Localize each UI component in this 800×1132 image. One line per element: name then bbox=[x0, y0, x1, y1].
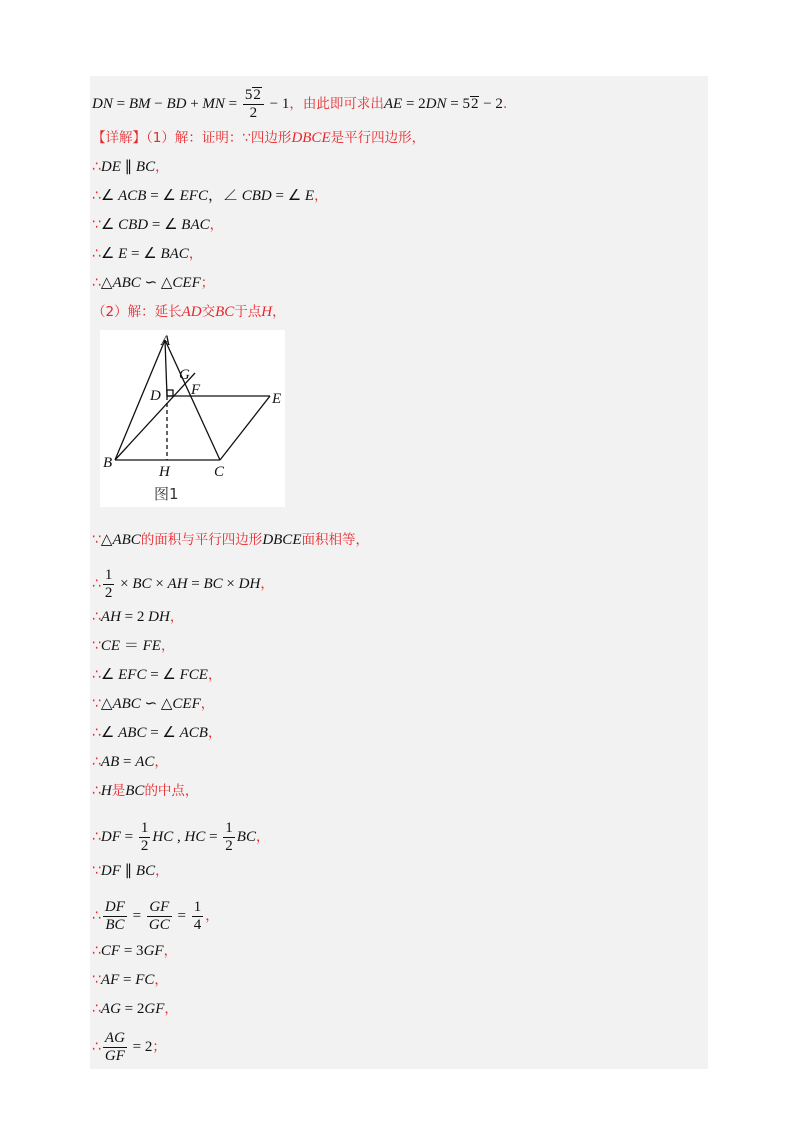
figure-caption: 图1 bbox=[154, 485, 179, 503]
segment-ce bbox=[220, 396, 270, 460]
solution-line-14: ∴∠ ABC = ∠ ACB， bbox=[92, 725, 222, 741]
solution-line-9: ∴ $\frac{1}{2}$ × BC × AH = BC × DH， bbox=[92, 567, 274, 601]
solution-line-13: ∵△ABC ∽ △CEF， bbox=[92, 696, 215, 712]
fraction: $\frac{1}{2}$ bbox=[140, 820, 149, 854]
segment-ac bbox=[165, 340, 220, 460]
fraction: $\frac{1}{2}$ bbox=[104, 567, 113, 601]
solution-line-22: ∴AG = 2GF， bbox=[92, 1001, 178, 1017]
solution-line-4: ∵∠ CBD = ∠ BAC， bbox=[92, 217, 224, 233]
label-a: A bbox=[161, 333, 171, 349]
label-c: C bbox=[214, 464, 225, 480]
solution-line-10: ∴AH = 2 DH， bbox=[92, 609, 184, 625]
label-d: D bbox=[150, 388, 161, 404]
geometry-diagram bbox=[100, 330, 285, 507]
fraction: $\frac{DF}{BC}$ bbox=[104, 899, 125, 933]
solution-line-19: ∴ $\frac{DF}{BC}$ = $\frac{GF}{GC}$ = $\frac{1}{4}$ ， bbox=[92, 899, 219, 933]
fraction: $\frac{1}{4}$ bbox=[193, 899, 202, 933]
solution-line-21: ∵AF = FC， bbox=[92, 972, 168, 988]
solution-line-18: ∵DF ∥ BC， bbox=[92, 863, 169, 879]
solution-line-8: ∵△ABC的面积与平行四边形DBCE面积相等， bbox=[92, 532, 369, 548]
geometry-figure bbox=[100, 330, 285, 507]
label-g: G bbox=[179, 367, 190, 383]
solution-line-2: ∴DE ∥ BC， bbox=[92, 159, 169, 175]
solution-line-11: ∵CE ＝ FE， bbox=[92, 638, 175, 654]
fraction: $\frac{AG}{GF}$ bbox=[104, 1030, 125, 1064]
solution-line-1: 【详解】（1）解：证明：∵四边形DBCE是平行四边形， bbox=[92, 130, 426, 146]
solution-line-6: ∴△ABC ∽ △CEF； bbox=[92, 275, 215, 291]
label-h: H bbox=[159, 464, 170, 480]
solution-line-15: ∴AB = AC， bbox=[92, 754, 168, 770]
solution-line-23: ∴ $\frac{AG}{GF}$ = 2； bbox=[92, 1030, 166, 1064]
label-f: F bbox=[191, 382, 201, 398]
segment-bg bbox=[115, 373, 195, 460]
label-e: E bbox=[272, 391, 282, 407]
fraction: $\frac{1}{2}$ bbox=[225, 820, 233, 854]
solution-line-5: ∴∠ E = ∠ BAC， bbox=[92, 246, 203, 262]
right-angle-mark bbox=[167, 390, 173, 396]
solution-line-7: （2）解：延长AD交BC于点H， bbox=[92, 304, 286, 320]
label-b: B bbox=[103, 455, 113, 471]
solution-line-20: ∴CF = 3GF， bbox=[92, 943, 178, 959]
solution-line-0: DN = BM − BD + MN = $\frac{52}{2}$ − 1，由此即可求出AE = 2DN = 52 − 2. bbox=[92, 87, 508, 121]
fraction: $\frac{52}{2}$ bbox=[243, 87, 264, 122]
solution-line-17: ∴DF = $\frac{1}{2}$ HC , HC = $\frac{1}{2}$ BC， bbox=[92, 820, 270, 854]
solution-line-16: ∴H是BC的中点， bbox=[92, 783, 199, 799]
solution-line-3: ∴∠ ACB = ∠ EFC，∠ CBD = ∠ E， bbox=[92, 188, 328, 204]
fraction: $\frac{GF}{GC}$ bbox=[148, 899, 170, 933]
solution-line-12: ∴∠ EFC = ∠ FCE， bbox=[92, 667, 222, 683]
